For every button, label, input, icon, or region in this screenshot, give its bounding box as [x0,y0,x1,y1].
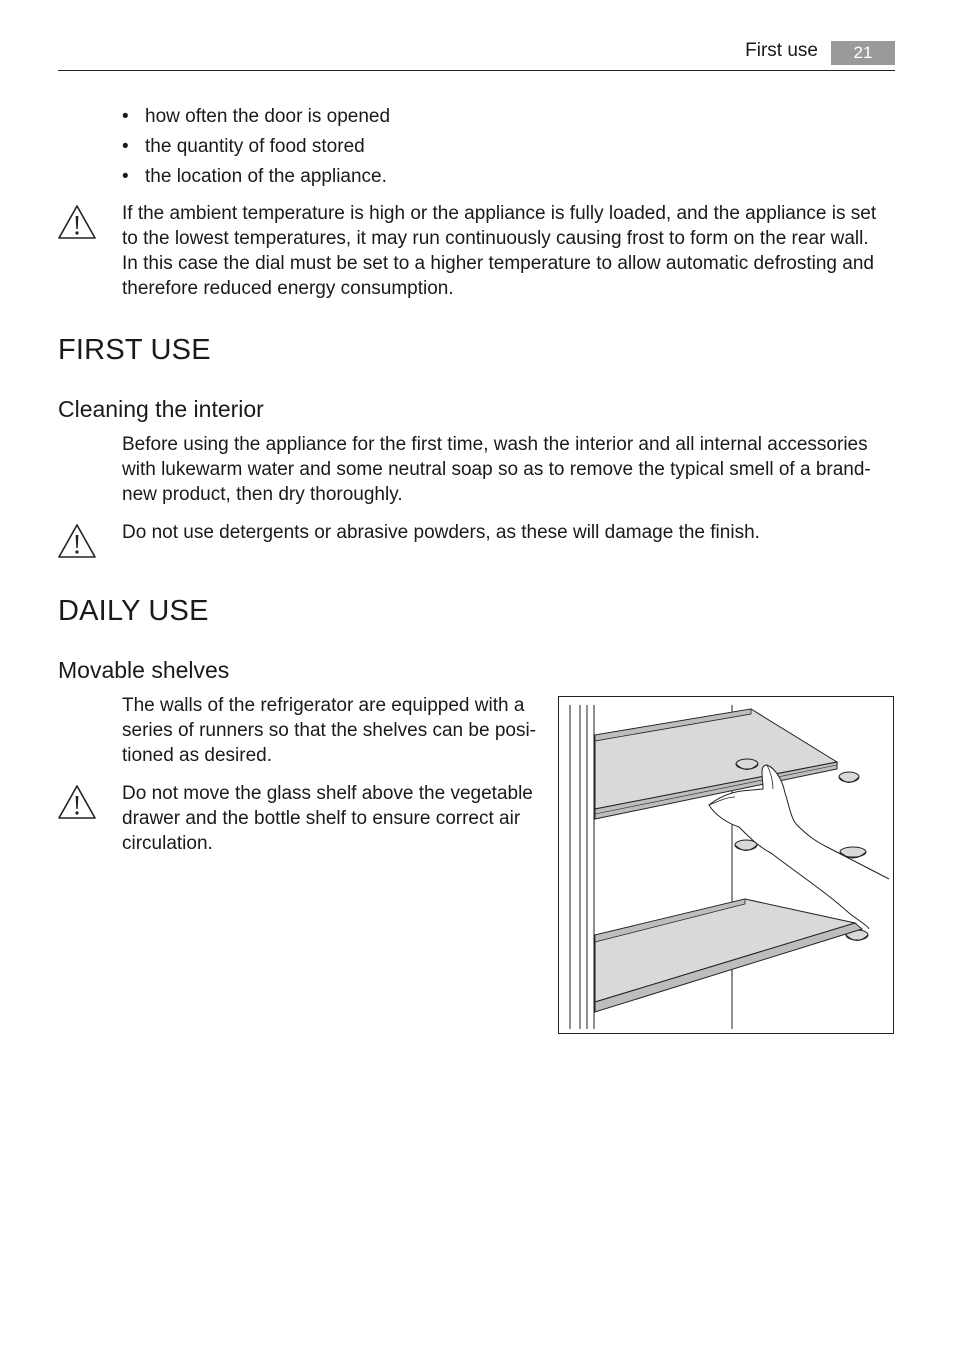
shelf-drawing [559,697,893,1033]
warning-ambient-temperature: If the ambient temperature is high or the appliance is fully loaded, and the appliance is set to the lowest temperatures, it may run continuously causing frost to form on the rear wall. In this case the dial must be set to a higher temperature to allow automatic defrosting and therefore reduced energy consumption. [122,203,877,299]
warning-detergents: Do not use detergents or abrasive powders, as these will damage the finish. [122,522,760,543]
factor-list [122,104,390,194]
subsection-title-movable-shelves: Movable shelves [58,657,230,683]
section-title-daily-use: DAILY USE [58,595,209,627]
subsection-title-cleaning: Cleaning the interior [58,396,264,422]
page-number: 21 [831,41,895,65]
warning-triangle-icon [57,204,97,240]
running-header-section: First use [745,40,818,61]
list-item: • the location of the appliance. [122,166,387,187]
warning-triangle-icon [57,784,97,820]
shelf-illustration [558,696,894,1034]
cleaning-paragraph: Before using the appliance for the first time, wash the interior and all internal accessories with lukewarm water and some neutral soap so as to remove the typical smell of a brand- new product, then dry thoroughly. [122,434,871,505]
shelves-paragraph: The walls of the refrigerator are equipped with a series of runners so that the shelves can be posi- tioned as desired. [122,695,537,766]
warning-triangle-icon [57,523,97,559]
list-item: • the quantity of food stored [122,136,365,157]
warning-glass-shelf: Do not move the glass shelf above the vegetable drawer and the bottle shelf to ensure correct air circulation. [122,783,533,854]
section-title-first-use: FIRST USE [58,334,211,366]
list-item: • how often the door is opened [122,106,391,127]
header-rule [58,70,895,71]
